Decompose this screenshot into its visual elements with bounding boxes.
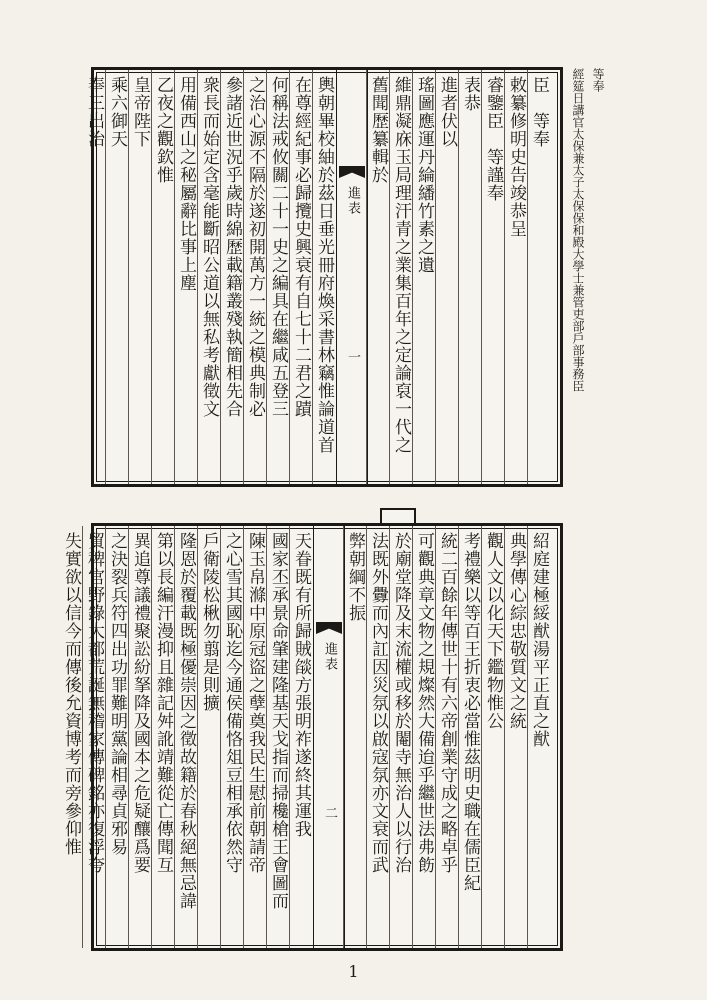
text-column: 之心雪其國恥迄今通侯備恪俎豆相承依然守 [222, 532, 242, 874]
text-column: 之治心源不隔於遂初開萬方一統之模典制必 [245, 76, 265, 418]
column-rule [174, 70, 175, 484]
column-rule [151, 70, 152, 484]
column-rule [220, 526, 221, 948]
text-column: 睿鑒臣 等謹奉 [483, 76, 503, 202]
column-rule [389, 526, 390, 948]
fold-title: 進表 [322, 642, 337, 672]
column-rule [266, 70, 267, 484]
top-leaf [84, 67, 563, 487]
text-column: 皇帝陛下 [130, 76, 150, 148]
column-rule [151, 526, 152, 948]
text-column: 國家丕承景命肇建隆基天戈指而掃欃槍王會圖而 [268, 532, 288, 910]
text-column: 陳玉帛滌中原冠盜之孽奠我民生慰前朝請帝 [245, 532, 265, 874]
text-column: 衆長而始定含毫能斷昭公道以無私考獻徵文 [199, 76, 219, 418]
column-rule [412, 70, 413, 484]
column-rule [128, 70, 129, 484]
column-rule [504, 70, 505, 484]
text-column: 在尊經紀事必歸攬史興衰有自七十二君之蹟 [291, 76, 311, 418]
text-column: 舊聞歷纂輯於 [368, 76, 388, 184]
colophon-line-2: 等奉 [591, 68, 605, 92]
text-column: 維鼎凝庥玉局理汗青之業集百年之定論裒一代之 [391, 76, 411, 454]
text-column: 隆恩於覆載既極優崇因之徵故籍於春秋絕無忌諱 [176, 532, 196, 910]
column-rule [197, 70, 198, 484]
column-rule [366, 526, 367, 948]
page-number: 1 [348, 962, 359, 981]
fold-center-column [313, 526, 345, 948]
text-column: 第以長編汗漫抑且雜記舛訛靖難從亡傳聞互 [153, 532, 173, 874]
column-rule [389, 70, 390, 484]
text-column: 典學傳心綜忠敬質文之統 [506, 532, 526, 730]
column-rule [243, 526, 244, 948]
column-rule [197, 526, 198, 948]
fold-page-number: 一 [345, 350, 360, 365]
column-rule [527, 70, 528, 484]
column-rule [458, 70, 459, 484]
column-rule [105, 70, 106, 484]
text-column: 參諸近世況乎歲時綿歷載籍叢殘執簡相先合 [222, 76, 242, 418]
column-rule [527, 526, 528, 948]
text-column: 表恭 [460, 76, 480, 112]
text-column: 輿朝畢校紬於茲日垂光冊府煥采書林竊惟論道首 [314, 76, 334, 454]
bottom-leaf [61, 523, 563, 951]
text-column: 法既外釁而內訌因災氛以啟寇氛亦文衰而武 [368, 532, 388, 874]
text-column: 戶衛陵松楸勿翦是則擴 [199, 532, 219, 712]
column-rule [435, 526, 436, 948]
text-column: 臣 等奉 [529, 76, 549, 148]
column-rule [289, 70, 290, 484]
column-rule [82, 526, 83, 948]
colophon-line-1: 經筵日講官太保兼太子太保保和殿大學士兼管吏部戶部事務臣 [571, 68, 585, 392]
column-rule [312, 70, 313, 484]
text-column: 進者伏以 [437, 76, 457, 148]
column-rule [435, 70, 436, 484]
text-column: 用備西山之秘屬辭比事上塵 [176, 76, 196, 292]
text-column: 失實欲以信今而傳後允資博考而旁參仰惟 [61, 532, 81, 856]
column-rule [174, 526, 175, 948]
column-rule [243, 70, 244, 484]
column-rule [458, 526, 459, 948]
text-column: 異追尊議禮聚訟紛拏降及國本之危疑釀爲要 [130, 532, 150, 874]
text-column: 貿稗官野錄大都荒誕無稽家傳碑銘亦復浮夸 [84, 532, 104, 874]
column-rule [266, 526, 267, 948]
text-column: 觀人文以化天下鑑物惟公 [483, 532, 503, 730]
fishtail-mark-upper [316, 622, 342, 634]
column-rule [128, 526, 129, 948]
column-rule [105, 526, 106, 948]
fold-page-number: 二 [322, 806, 337, 821]
fold-center-column [336, 70, 368, 484]
text-column: 統二百餘年傳世十有六帝創業守成之略卓乎 [437, 532, 457, 874]
text-column: 之決裂兵符四出功罪難明黨論相尋貞邪易 [107, 532, 127, 856]
text-column: 可觀典章文物之規燦然大備迨乎繼世法弗飭 [414, 532, 434, 874]
text-column: 天眷既有所歸賊燄方張明祚遂終其運我 [291, 532, 311, 838]
text-column: 乙夜之觀欽惟 [153, 76, 173, 184]
column-rule [481, 70, 482, 484]
text-column: 紹庭建極綏猷湯平正直之猷 [529, 532, 549, 748]
text-column: 瑤圖應運丹綸繙竹素之遺 [414, 76, 434, 274]
fishtail-mark-upper [339, 166, 365, 178]
column-rule [289, 526, 290, 948]
text-column: 何稱法戒攸關二十一史之編具在繼咸五登三 [268, 76, 288, 418]
column-rule [504, 526, 505, 948]
text-column: 於廟堂降及末流權或移於閹寺無治人以行治 [391, 532, 411, 874]
text-column: 考禮樂以等百王折衷必當惟茲明史職在儒臣紀 [460, 532, 480, 892]
text-column: 弊朝綱不振 [345, 532, 365, 622]
text-column: 敕纂修明史告竣恭呈 [506, 76, 526, 238]
column-rule [220, 70, 221, 484]
fold-title: 進表 [345, 186, 360, 216]
text-column: 乘六御天 [107, 76, 127, 148]
text-column: 奉三出治 [84, 76, 104, 148]
column-rule [481, 526, 482, 948]
column-rule [412, 526, 413, 948]
